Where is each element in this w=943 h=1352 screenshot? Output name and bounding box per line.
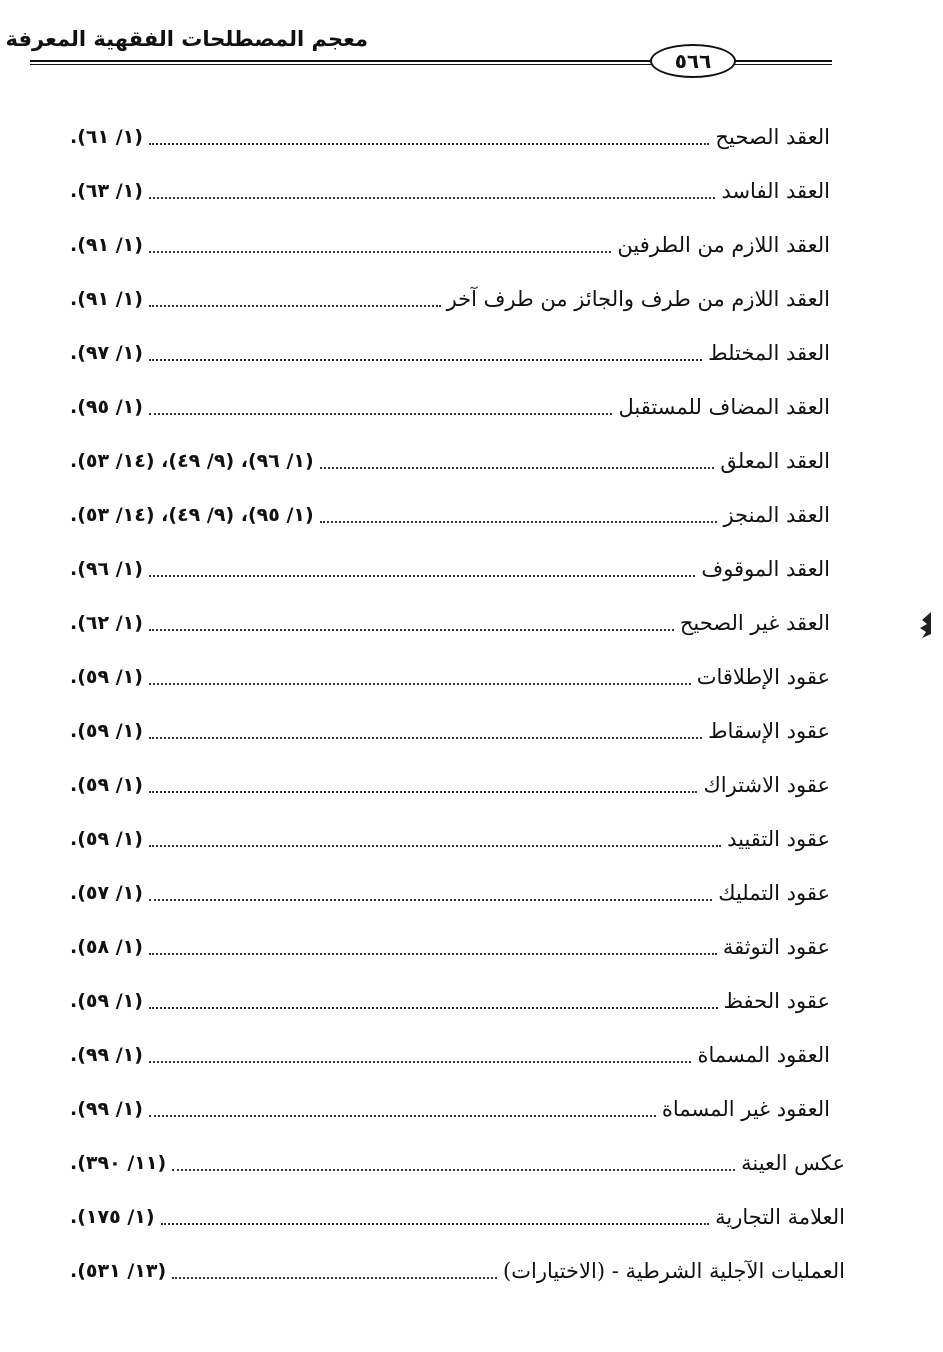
entry-reference: (١/ ٥٧). [70, 882, 143, 904]
leader-dots [149, 359, 702, 361]
index-entry [70, 964, 830, 1018]
entry-reference: (١/ ٩٦). [70, 558, 143, 580]
entry-term: العقد المضاف للمستقبل [618, 395, 830, 419]
index-entry [70, 910, 830, 964]
entry-reference: (١/ ٦٢). [70, 612, 143, 634]
leader-dots [149, 791, 698, 793]
entry-term: العقد المختلط [708, 341, 830, 365]
entry-term: عقود الإطلاقات [696, 665, 830, 689]
entry-reference: (١/ ٩١). [70, 234, 143, 256]
leader-dots [149, 251, 611, 253]
entry-term: عقود التمليك [718, 881, 830, 905]
index-entry [70, 1180, 845, 1234]
entry-term: عكس العينة [741, 1151, 845, 1175]
leader-dots [149, 197, 715, 199]
index-entry [70, 478, 830, 532]
entry-term: العقد الموقوف [701, 557, 830, 581]
entry-reference: (١/ ٩٥)، (٩/ ٤٩)، (١٤/ ٥٣). [70, 504, 314, 526]
entry-term: العقد المنجز [723, 503, 830, 527]
entry-term: العقد المعلق [720, 449, 830, 473]
entry-term: العقد الفاسد [721, 179, 830, 203]
entry-reference: (١/ ٥٩). [70, 774, 143, 796]
index-entry [70, 748, 830, 802]
leader-dots [149, 1115, 656, 1117]
entry-term: العقد غير الصحيح [679, 611, 830, 635]
entry-term: عقود الحفظ [723, 989, 830, 1013]
entry-reference: (١/ ٥٨). [70, 936, 143, 958]
leader-dots [149, 683, 691, 685]
entry-reference: (١/ ٩٦)، (٩/ ٤٩)، (١٤/ ٥٣). [70, 450, 314, 472]
entry-term: العقود غير المسماة [661, 1097, 830, 1121]
index-entry [70, 1018, 830, 1072]
index-entry [70, 316, 830, 370]
binding-edge-mark [918, 610, 932, 640]
running-header-title: معجم المصطلحات الفقهية المعرفة [5, 27, 368, 51]
leader-dots [149, 737, 702, 739]
entry-reference: (١/ ٩١). [70, 288, 143, 310]
index-entry [70, 1234, 845, 1288]
entry-term: العلامة التجارية [715, 1205, 845, 1229]
index-entry [70, 856, 830, 910]
leader-dots [161, 1223, 710, 1225]
leader-dots [320, 521, 718, 523]
entry-term: العقد الصحيح [715, 125, 830, 149]
leader-dots [172, 1169, 735, 1171]
entry-term: عقود الإسقاط [708, 719, 830, 743]
leader-dots [149, 845, 721, 847]
entry-reference: (١/ ١٧٥). [70, 1206, 155, 1228]
entry-term: عقود الاشتراك [703, 773, 830, 797]
index-entry [70, 802, 830, 856]
entry-reference: (١/ ٥٩). [70, 666, 143, 688]
index-entry [70, 370, 830, 424]
leader-dots [149, 953, 717, 955]
entry-reference: (١/ ٦١). [70, 126, 143, 148]
entry-term: العقد اللازم من الطرفين [617, 233, 830, 257]
index-entry [70, 640, 830, 694]
entry-reference: (١/ ٩٩). [70, 1044, 143, 1066]
entry-term: العمليات الآجلية الشرطية - (الاختيارات) [503, 1259, 845, 1283]
leader-dots [149, 899, 712, 901]
entry-reference: (١/ ٩٧). [70, 342, 143, 364]
index-entries [70, 100, 845, 1288]
leader-dots [172, 1277, 497, 1279]
entry-reference: (١٣/ ٥٣١). [70, 1260, 167, 1282]
leader-dots [149, 413, 612, 415]
entry-reference: (١/ ٩٩). [70, 1098, 143, 1120]
index-entry [70, 532, 830, 586]
leader-dots [149, 143, 709, 145]
entry-reference: (١/ ٥٩). [70, 720, 143, 742]
index-entry [70, 208, 830, 262]
entry-term: عقود التوثقة [722, 935, 830, 959]
index-entry [70, 586, 830, 640]
entry-term: عقود التقييد [727, 827, 830, 851]
index-entry [70, 100, 830, 154]
entry-reference: (١١/ ٣٩٠). [70, 1152, 167, 1174]
index-entry [70, 424, 830, 478]
index-entry [70, 1072, 830, 1126]
entry-term: العقد اللازم من طرف والجائز من طرف آخر [446, 287, 830, 311]
entry-reference: (١/ ٦٣). [70, 180, 143, 202]
leader-dots [149, 305, 441, 307]
leader-dots [149, 1007, 718, 1009]
leader-dots [149, 1061, 692, 1063]
leader-dots [149, 629, 674, 631]
index-entry [70, 262, 830, 316]
leader-dots [149, 575, 695, 577]
index-entry [70, 694, 830, 748]
entry-term: العقود المسماة [697, 1043, 830, 1067]
index-entry [70, 154, 830, 208]
index-entry [70, 1126, 845, 1180]
entry-reference: (١/ ٥٩). [70, 828, 143, 850]
leader-dots [320, 467, 715, 469]
entry-reference: (١/ ٥٩). [70, 990, 143, 1012]
page-number: ٥٦٦ [650, 44, 736, 78]
entry-reference: (١/ ٩٥). [70, 396, 143, 418]
